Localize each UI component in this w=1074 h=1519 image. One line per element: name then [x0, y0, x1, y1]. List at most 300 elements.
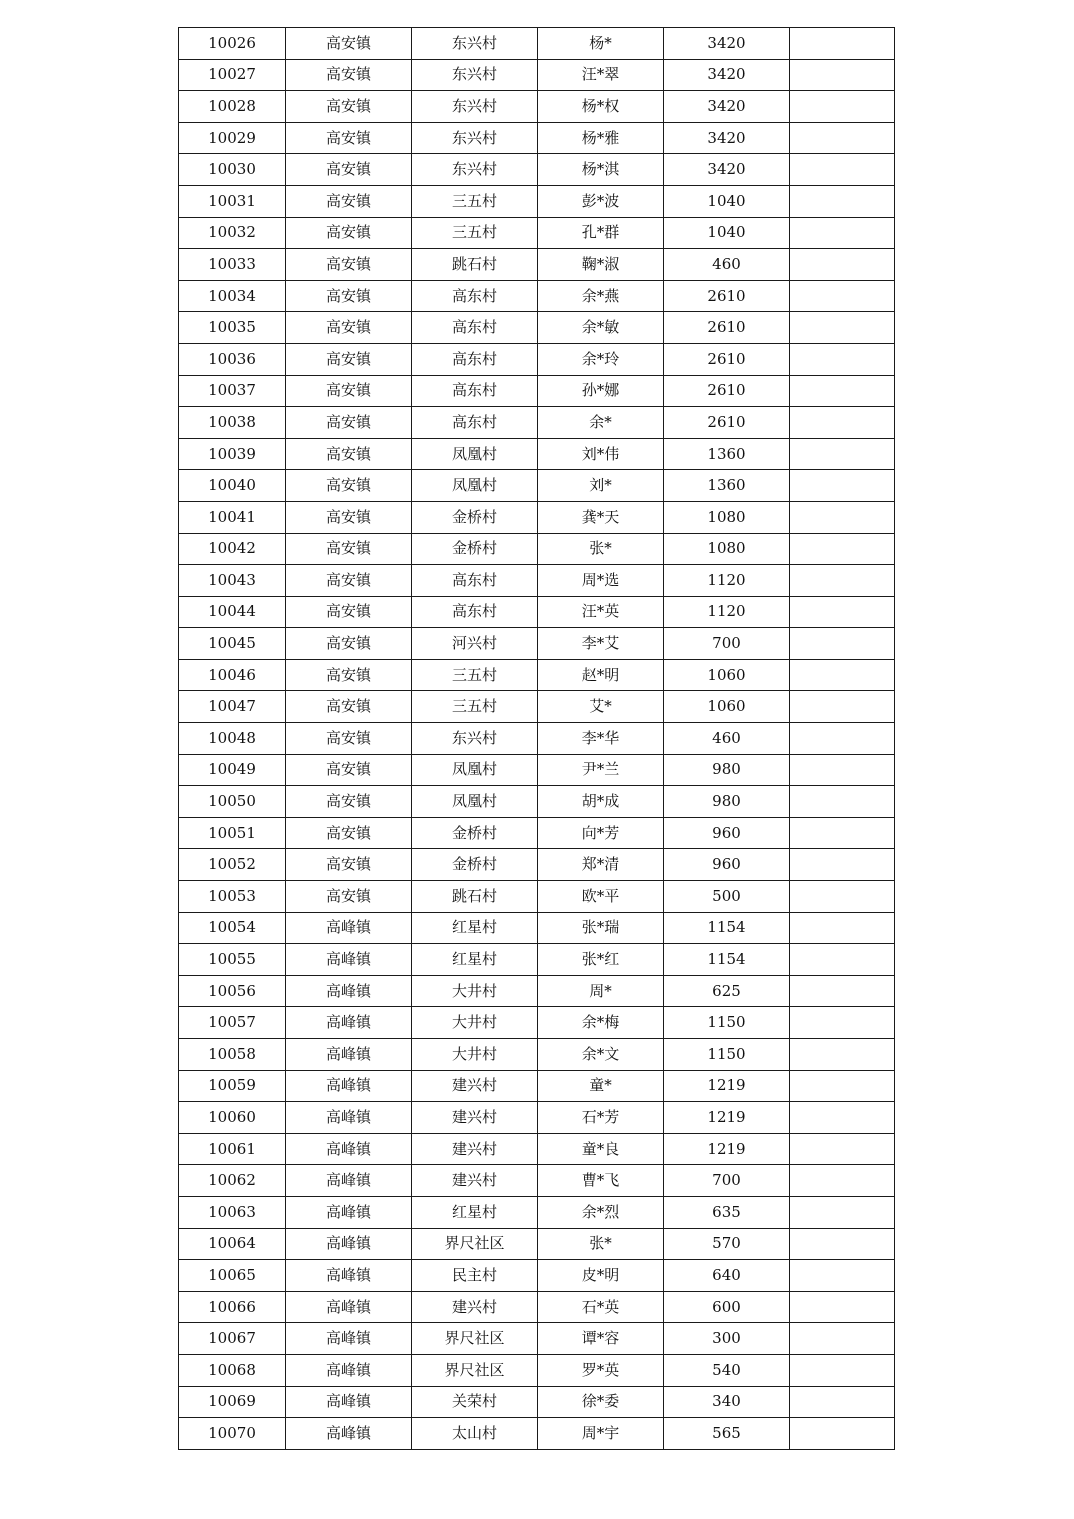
table-row	[179, 1354, 895, 1386]
cell-town: 高峰镇	[286, 912, 412, 944]
cell-amount: 600	[664, 1291, 790, 1323]
table-row	[179, 501, 895, 533]
cell-village: 三五村	[412, 691, 538, 723]
cell-town: 高安镇	[286, 501, 412, 533]
cell-amount: 3420	[664, 91, 790, 123]
table-row	[179, 565, 895, 597]
cell-name: 余*梅	[538, 1007, 664, 1039]
cell-town: 高峰镇	[286, 1102, 412, 1134]
cell-village: 东兴村	[412, 154, 538, 186]
cell-note	[790, 1386, 895, 1418]
cell-village: 跳石村	[412, 881, 538, 913]
cell-amount: 1080	[664, 501, 790, 533]
cell-village: 界尺社区	[412, 1323, 538, 1355]
cell-amount: 635	[664, 1196, 790, 1228]
cell-amount: 980	[664, 786, 790, 818]
cell-amount: 2610	[664, 375, 790, 407]
cell-town: 高峰镇	[286, 1386, 412, 1418]
cell-town: 高峰镇	[286, 975, 412, 1007]
cell-name: 余*文	[538, 1039, 664, 1071]
cell-id: 10059	[179, 1070, 286, 1102]
cell-town: 高安镇	[286, 691, 412, 723]
table-row	[179, 1291, 895, 1323]
cell-name: 杨*雅	[538, 122, 664, 154]
cell-name: 汪*英	[538, 596, 664, 628]
table-row	[179, 1165, 895, 1197]
cell-village: 河兴村	[412, 628, 538, 660]
cell-amount: 340	[664, 1386, 790, 1418]
cell-note	[790, 754, 895, 786]
cell-village: 红星村	[412, 944, 538, 976]
cell-town: 高峰镇	[286, 1007, 412, 1039]
cell-amount: 1040	[664, 185, 790, 217]
cell-note	[790, 1291, 895, 1323]
cell-village: 凤凰村	[412, 438, 538, 470]
table-row	[179, 28, 895, 60]
cell-name: 余*	[538, 407, 664, 439]
cell-name: 周*选	[538, 565, 664, 597]
cell-name: 张*	[538, 1228, 664, 1260]
cell-id: 10044	[179, 596, 286, 628]
cell-amount: 1219	[664, 1102, 790, 1134]
cell-town: 高峰镇	[286, 1260, 412, 1292]
table-row	[179, 881, 895, 913]
table-row	[179, 1323, 895, 1355]
cell-id: 10063	[179, 1196, 286, 1228]
cell-town: 高安镇	[286, 407, 412, 439]
cell-amount: 1360	[664, 438, 790, 470]
cell-town: 高峰镇	[286, 1418, 412, 1450]
cell-name: 胡*成	[538, 786, 664, 818]
cell-town: 高峰镇	[286, 1039, 412, 1071]
cell-town: 高安镇	[286, 438, 412, 470]
cell-id: 10070	[179, 1418, 286, 1450]
cell-id: 10029	[179, 122, 286, 154]
cell-town: 高安镇	[286, 849, 412, 881]
table-row	[179, 786, 895, 818]
cell-name: 李*华	[538, 723, 664, 755]
cell-town: 高安镇	[286, 154, 412, 186]
cell-name: 刘*伟	[538, 438, 664, 470]
cell-village: 关荣村	[412, 1386, 538, 1418]
cell-village: 东兴村	[412, 28, 538, 60]
cell-name: 徐*委	[538, 1386, 664, 1418]
cell-town: 高安镇	[286, 28, 412, 60]
cell-village: 大井村	[412, 975, 538, 1007]
cell-amount: 1154	[664, 944, 790, 976]
table-row	[179, 280, 895, 312]
cell-note	[790, 1228, 895, 1260]
cell-name: 余*燕	[538, 280, 664, 312]
cell-amount: 700	[664, 1165, 790, 1197]
cell-note	[790, 122, 895, 154]
cell-village: 凤凰村	[412, 786, 538, 818]
cell-town: 高安镇	[286, 470, 412, 502]
cell-town: 高安镇	[286, 881, 412, 913]
cell-village: 建兴村	[412, 1070, 538, 1102]
cell-id: 10040	[179, 470, 286, 502]
cell-id: 10042	[179, 533, 286, 565]
cell-name: 欧*平	[538, 881, 664, 913]
table-row	[179, 1260, 895, 1292]
cell-village: 红星村	[412, 912, 538, 944]
cell-town: 高安镇	[286, 565, 412, 597]
cell-note	[790, 217, 895, 249]
cell-id: 10062	[179, 1165, 286, 1197]
cell-town: 高安镇	[286, 628, 412, 660]
cell-amount: 700	[664, 628, 790, 660]
cell-note	[790, 817, 895, 849]
cell-name: 孔*群	[538, 217, 664, 249]
cell-town: 高安镇	[286, 659, 412, 691]
cell-name: 张*	[538, 533, 664, 565]
cell-amount: 570	[664, 1228, 790, 1260]
table-row	[179, 91, 895, 123]
cell-note	[790, 1102, 895, 1134]
table-row	[179, 1418, 895, 1450]
cell-town: 高安镇	[286, 249, 412, 281]
cell-town: 高峰镇	[286, 1196, 412, 1228]
cell-village: 跳石村	[412, 249, 538, 281]
cell-village: 建兴村	[412, 1165, 538, 1197]
cell-town: 高峰镇	[286, 1354, 412, 1386]
cell-village: 建兴村	[412, 1291, 538, 1323]
cell-amount: 460	[664, 249, 790, 281]
table-row	[179, 1133, 895, 1165]
cell-amount: 1120	[664, 565, 790, 597]
cell-note	[790, 975, 895, 1007]
cell-town: 高安镇	[286, 375, 412, 407]
cell-note	[790, 691, 895, 723]
cell-name: 孙*娜	[538, 375, 664, 407]
cell-name: 余*玲	[538, 343, 664, 375]
table-row	[179, 249, 895, 281]
cell-name: 杨*	[538, 28, 664, 60]
cell-name: 罗*英	[538, 1354, 664, 1386]
table-row	[179, 1070, 895, 1102]
cell-village: 高东村	[412, 280, 538, 312]
cell-note	[790, 659, 895, 691]
cell-amount: 1219	[664, 1070, 790, 1102]
cell-amount: 640	[664, 1260, 790, 1292]
table-row	[179, 217, 895, 249]
cell-amount: 1080	[664, 533, 790, 565]
cell-note	[790, 628, 895, 660]
cell-village: 民主村	[412, 1260, 538, 1292]
cell-name: 龚*天	[538, 501, 664, 533]
table-row	[179, 438, 895, 470]
cell-amount: 500	[664, 881, 790, 913]
cell-name: 艾*	[538, 691, 664, 723]
cell-id: 10065	[179, 1260, 286, 1292]
cell-name: 尹*兰	[538, 754, 664, 786]
cell-village: 建兴村	[412, 1133, 538, 1165]
cell-village: 金桥村	[412, 501, 538, 533]
cell-note	[790, 1196, 895, 1228]
table-row	[179, 1228, 895, 1260]
cell-id: 10048	[179, 723, 286, 755]
table-row	[179, 1386, 895, 1418]
cell-village: 高东村	[412, 407, 538, 439]
cell-id: 10058	[179, 1039, 286, 1071]
table-row	[179, 407, 895, 439]
cell-village: 东兴村	[412, 723, 538, 755]
cell-town: 高安镇	[286, 122, 412, 154]
table-row	[179, 912, 895, 944]
table-row	[179, 1039, 895, 1071]
cell-amount: 3420	[664, 122, 790, 154]
table-row	[179, 1007, 895, 1039]
cell-id: 10051	[179, 817, 286, 849]
cell-id: 10031	[179, 185, 286, 217]
cell-id: 10069	[179, 1386, 286, 1418]
cell-town: 高峰镇	[286, 1133, 412, 1165]
cell-note	[790, 59, 895, 91]
cell-town: 高峰镇	[286, 1070, 412, 1102]
cell-village: 金桥村	[412, 849, 538, 881]
cell-town: 高安镇	[286, 185, 412, 217]
cell-id: 10055	[179, 944, 286, 976]
cell-village: 三五村	[412, 659, 538, 691]
cell-note	[790, 91, 895, 123]
cell-town: 高安镇	[286, 786, 412, 818]
cell-town: 高峰镇	[286, 1228, 412, 1260]
cell-village: 高东村	[412, 312, 538, 344]
cell-name: 汪*翠	[538, 59, 664, 91]
table-row	[179, 691, 895, 723]
cell-name: 彭*波	[538, 185, 664, 217]
cell-name: 向*芳	[538, 817, 664, 849]
cell-note	[790, 912, 895, 944]
cell-village: 界尺社区	[412, 1354, 538, 1386]
table-row	[179, 1196, 895, 1228]
cell-town: 高安镇	[286, 596, 412, 628]
cell-amount: 3420	[664, 59, 790, 91]
cell-village: 太山村	[412, 1418, 538, 1450]
table-row	[179, 628, 895, 660]
cell-id: 10037	[179, 375, 286, 407]
cell-id: 10064	[179, 1228, 286, 1260]
table-row	[179, 533, 895, 565]
cell-id: 10057	[179, 1007, 286, 1039]
cell-village: 高东村	[412, 343, 538, 375]
cell-id: 10038	[179, 407, 286, 439]
cell-id: 10046	[179, 659, 286, 691]
cell-amount: 300	[664, 1323, 790, 1355]
table-row	[179, 343, 895, 375]
table-row	[179, 596, 895, 628]
cell-amount: 460	[664, 723, 790, 755]
cell-village: 大井村	[412, 1039, 538, 1071]
cell-id: 10047	[179, 691, 286, 723]
cell-town: 高峰镇	[286, 1165, 412, 1197]
subsidy-table	[178, 27, 895, 1450]
cell-name: 石*芳	[538, 1102, 664, 1134]
cell-village: 金桥村	[412, 533, 538, 565]
cell-id: 10068	[179, 1354, 286, 1386]
table-row	[179, 754, 895, 786]
cell-note	[790, 312, 895, 344]
cell-name: 皮*明	[538, 1260, 664, 1292]
cell-note	[790, 438, 895, 470]
cell-id: 10036	[179, 343, 286, 375]
cell-village: 金桥村	[412, 817, 538, 849]
table-row	[179, 1102, 895, 1134]
cell-note	[790, 1070, 895, 1102]
cell-name: 张*瑞	[538, 912, 664, 944]
cell-town: 高安镇	[286, 217, 412, 249]
cell-amount: 2610	[664, 280, 790, 312]
cell-amount: 1219	[664, 1133, 790, 1165]
table-body	[179, 28, 895, 1450]
cell-name: 刘*	[538, 470, 664, 502]
cell-village: 凤凰村	[412, 470, 538, 502]
cell-town: 高峰镇	[286, 1291, 412, 1323]
cell-village: 东兴村	[412, 59, 538, 91]
cell-id: 10066	[179, 1291, 286, 1323]
cell-village: 凤凰村	[412, 754, 538, 786]
table-row	[179, 723, 895, 755]
cell-amount: 2610	[664, 343, 790, 375]
cell-amount: 1120	[664, 596, 790, 628]
cell-note	[790, 596, 895, 628]
cell-town: 高峰镇	[286, 944, 412, 976]
cell-note	[790, 1039, 895, 1071]
cell-note	[790, 154, 895, 186]
cell-amount: 2610	[664, 407, 790, 439]
cell-id: 10033	[179, 249, 286, 281]
cell-id: 10050	[179, 786, 286, 818]
cell-town: 高安镇	[286, 817, 412, 849]
cell-note	[790, 944, 895, 976]
cell-name: 杨*淇	[538, 154, 664, 186]
cell-id: 10043	[179, 565, 286, 597]
table-row	[179, 154, 895, 186]
cell-town: 高安镇	[286, 533, 412, 565]
cell-amount: 1150	[664, 1007, 790, 1039]
cell-amount: 1060	[664, 691, 790, 723]
cell-id: 10056	[179, 975, 286, 1007]
cell-note	[790, 470, 895, 502]
cell-amount: 2610	[664, 312, 790, 344]
cell-town: 高安镇	[286, 59, 412, 91]
cell-id: 10026	[179, 28, 286, 60]
cell-note	[790, 881, 895, 913]
cell-amount: 1150	[664, 1039, 790, 1071]
cell-note	[790, 565, 895, 597]
cell-id: 10028	[179, 91, 286, 123]
cell-name: 郑*清	[538, 849, 664, 881]
cell-amount: 3420	[664, 28, 790, 60]
cell-id: 10035	[179, 312, 286, 344]
cell-id: 10032	[179, 217, 286, 249]
cell-name: 张*红	[538, 944, 664, 976]
cell-id: 10039	[179, 438, 286, 470]
cell-town: 高安镇	[286, 343, 412, 375]
cell-name: 余*敏	[538, 312, 664, 344]
cell-amount: 960	[664, 817, 790, 849]
cell-amount: 3420	[664, 154, 790, 186]
cell-note	[790, 1133, 895, 1165]
cell-name: 曹*飞	[538, 1165, 664, 1197]
cell-note	[790, 249, 895, 281]
cell-id: 10060	[179, 1102, 286, 1134]
cell-name: 童*	[538, 1070, 664, 1102]
cell-id: 10041	[179, 501, 286, 533]
cell-note	[790, 1323, 895, 1355]
cell-note	[790, 343, 895, 375]
cell-town: 高安镇	[286, 754, 412, 786]
cell-name: 余*烈	[538, 1196, 664, 1228]
cell-id: 10053	[179, 881, 286, 913]
table-row	[179, 470, 895, 502]
cell-village: 三五村	[412, 217, 538, 249]
cell-amount: 540	[664, 1354, 790, 1386]
cell-village: 三五村	[412, 185, 538, 217]
cell-amount: 1040	[664, 217, 790, 249]
cell-id: 10061	[179, 1133, 286, 1165]
cell-id: 10030	[179, 154, 286, 186]
cell-amount: 960	[664, 849, 790, 881]
table-row	[179, 817, 895, 849]
table-row	[179, 659, 895, 691]
cell-town: 高安镇	[286, 91, 412, 123]
cell-town: 高峰镇	[286, 1323, 412, 1355]
cell-town: 高安镇	[286, 312, 412, 344]
cell-id: 10045	[179, 628, 286, 660]
cell-name: 赵*明	[538, 659, 664, 691]
cell-village: 建兴村	[412, 1102, 538, 1134]
cell-note	[790, 533, 895, 565]
cell-village: 高东村	[412, 375, 538, 407]
cell-name: 周*宇	[538, 1418, 664, 1450]
cell-note	[790, 375, 895, 407]
table-row	[179, 375, 895, 407]
cell-note	[790, 786, 895, 818]
cell-note	[790, 1418, 895, 1450]
cell-name: 谭*容	[538, 1323, 664, 1355]
cell-note	[790, 1165, 895, 1197]
cell-id: 10034	[179, 280, 286, 312]
cell-id: 10027	[179, 59, 286, 91]
cell-amount: 1060	[664, 659, 790, 691]
cell-name: 周*	[538, 975, 664, 1007]
cell-id: 10049	[179, 754, 286, 786]
table-row	[179, 185, 895, 217]
cell-amount: 1360	[664, 470, 790, 502]
cell-village: 高东村	[412, 596, 538, 628]
cell-note	[790, 1007, 895, 1039]
cell-note	[790, 185, 895, 217]
cell-village: 高东村	[412, 565, 538, 597]
cell-amount: 565	[664, 1418, 790, 1450]
cell-note	[790, 1260, 895, 1292]
cell-name: 童*良	[538, 1133, 664, 1165]
cell-town: 高安镇	[286, 280, 412, 312]
table-row	[179, 944, 895, 976]
table-row	[179, 312, 895, 344]
cell-id: 10054	[179, 912, 286, 944]
cell-id: 10067	[179, 1323, 286, 1355]
cell-village: 东兴村	[412, 122, 538, 154]
cell-note	[790, 280, 895, 312]
cell-town: 高安镇	[286, 723, 412, 755]
cell-village: 界尺社区	[412, 1228, 538, 1260]
table-row	[179, 849, 895, 881]
cell-name: 鞠*淑	[538, 249, 664, 281]
cell-amount: 625	[664, 975, 790, 1007]
table-row	[179, 59, 895, 91]
